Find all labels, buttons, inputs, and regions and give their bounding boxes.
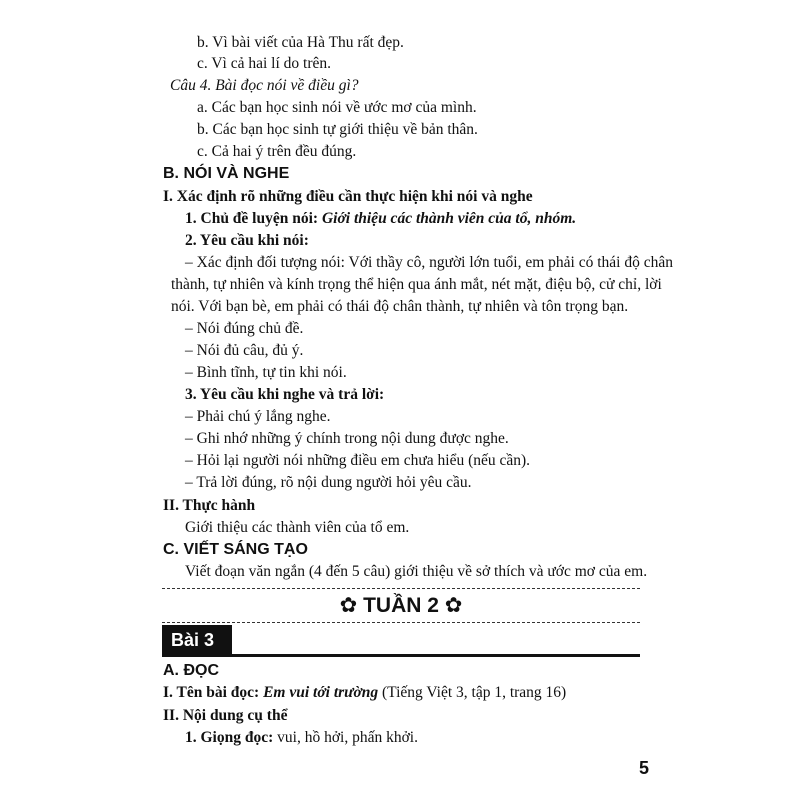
quiz-q4-title: Câu 4. Bài đọc nói về điều gì?	[170, 77, 359, 94]
reading-title: Em vui tới trường	[263, 684, 379, 701]
paragraph-line-3: nói. Với bạn bè, em phải có thái độ chân thành, tự nhiên và tôn trọng bạn.	[171, 298, 629, 315]
section-b-item1	[185, 209, 576, 229]
item1-value: Giới thiệu các thành viên của tổ, nhóm.	[321, 210, 577, 227]
divider-top	[162, 588, 640, 589]
divider-bottom	[162, 622, 640, 623]
section-b-item3-label: 3. Yêu cầu khi nghe và trả lời:	[185, 386, 385, 403]
reading-source: (Tiếng Việt 3, tập 1, trang 16)	[382, 684, 567, 701]
quiz-q3-option-c: c. Vì cả hai lí do trên.	[197, 55, 332, 72]
voice-line	[185, 728, 418, 748]
listen-requirement-2: – Ghi nhớ những ý chính trong nội dung được nghe.	[185, 430, 509, 447]
lesson-part2-title: II. Nội dung cụ thể	[163, 707, 288, 724]
reading-title-line	[163, 683, 566, 703]
listen-requirement-4: – Trả lời đúng, rõ nội dung người hỏi yêu cầu.	[185, 474, 472, 491]
section-c-heading: C. VIẾT SÁNG TẠO	[163, 541, 308, 558]
section-a-heading: A. ĐỌC	[163, 662, 219, 679]
week-header	[162, 590, 640, 622]
week-title: TUẦN 2	[363, 594, 439, 617]
quiz-q4-option-a: a. Các bạn học sinh nói về ước mơ của mình.	[197, 99, 477, 116]
quiz-q3-option-b: b. Vì bài viết của Hà Thu rất đẹp.	[197, 34, 404, 51]
flower-icon-right: ✿	[444, 594, 463, 617]
quiz-q4-option-c: c. Cả hai ý trên đều đúng.	[197, 143, 357, 160]
section-b-heading: B. NÓI VÀ NGHE	[163, 165, 290, 182]
section-b-part1-title: I. Xác định rõ những điều cần thực hiện khi nói và nghe	[163, 188, 533, 205]
speak-requirement-3: – Bình tĩnh, tự tin khi nói.	[185, 364, 347, 381]
paragraph-line-2: thành, tự nhiên và kính trọng thể hiện qua ánh mắt, nét mặt, điệu bộ, cử chỉ, lời	[171, 276, 662, 293]
section-b-item2-label: 2. Yêu cầu khi nói:	[185, 232, 309, 249]
listen-requirement-3: – Hỏi lại người nói những điều em chưa hiểu (nếu cần).	[185, 452, 531, 469]
page-number: 5	[639, 758, 650, 778]
lesson-badge: Bài 3	[162, 625, 232, 656]
speak-requirement-2: – Nói đủ câu, đủ ý.	[185, 342, 304, 359]
reading-label: I. Tên bài đọc:	[163, 684, 260, 701]
listen-requirement-1: – Phải chú ý lắng nghe.	[185, 408, 331, 425]
quiz-q4-option-b: b. Các bạn học sinh tự giới thiệu về bản thân.	[197, 121, 478, 138]
section-b-part2-title: II. Thực hành	[163, 497, 256, 514]
flower-icon-left: ✿	[339, 594, 358, 617]
section-b-part2-text: Giới thiệu các thành viên của tổ em.	[185, 519, 410, 536]
voice-value: vui, hồ hởi, phấn khởi.	[277, 729, 418, 746]
voice-label: 1. Giọng đọc:	[185, 729, 274, 746]
lesson-rule	[162, 654, 640, 657]
speak-requirement-1: – Nói đúng chủ đề.	[185, 320, 304, 337]
paragraph-line-1: – Xác định đối tượng nói: Với thầy cô, người lớn tuổi, em phải có thái độ chân	[185, 254, 673, 271]
item1-label: 1. Chủ đề luyện nói:	[185, 210, 319, 227]
section-c-text: Viết đoạn văn ngắn (4 đến 5 câu) giới thiệu về sở thích và ước mơ của em.	[185, 563, 648, 580]
